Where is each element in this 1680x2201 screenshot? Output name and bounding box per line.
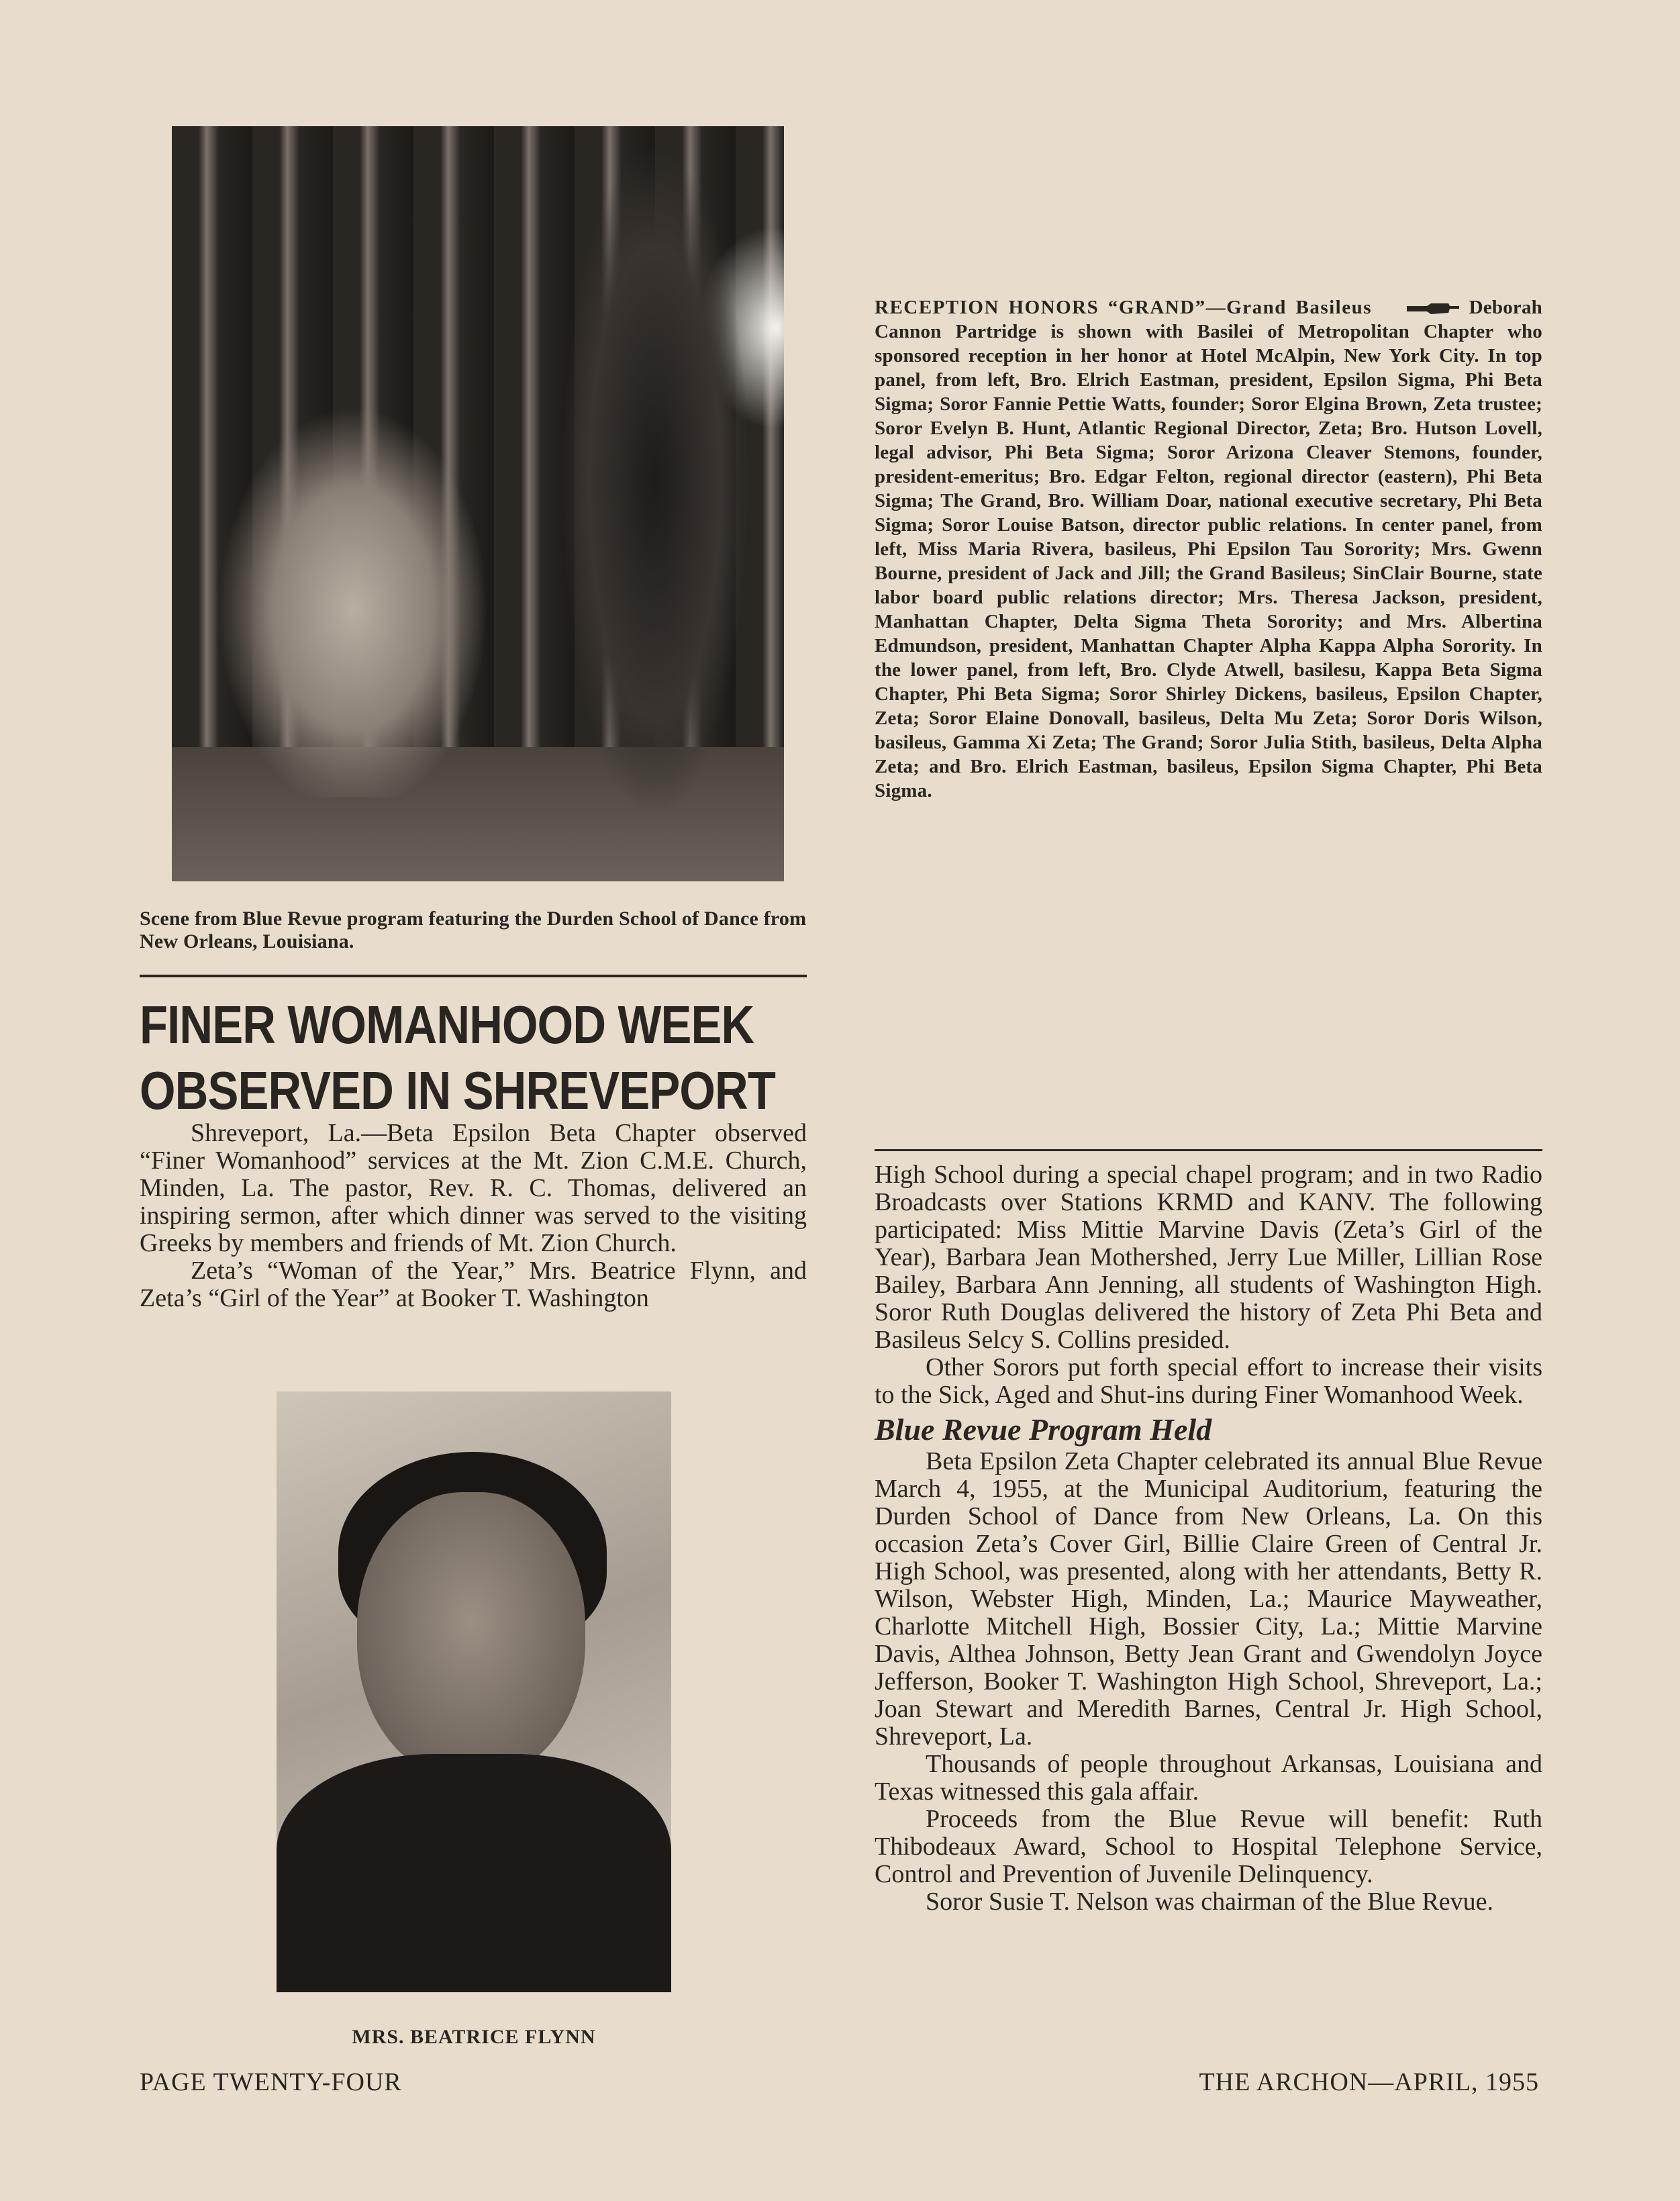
page-number: PAGE TWENTY-FOUR	[140, 2068, 402, 2096]
article-paragraph: Zeta’s “Woman of the Year,” Mrs. Beatrice Flynn, and Zeta’s “Girl of the Year” at Booker T. Washington	[140, 1257, 807, 1312]
headline-line-1: FINER WOMANHOOD WEEK	[140, 995, 754, 1055]
article-paragraph: Shreveport, La.—Beta Epsilon Beta Chapter observed “Finer Womanhood” services at the Mt. Zion C.M.E. Church, Minden, La. The pastor, Rev. R. C. Thomas, delivered an inspiring sermon, after which dinner was served to the visiting Greeks by members and friends of Mt. Zion Church.	[140, 1119, 807, 1257]
revue-photo-caption: Scene from Blue Revue program featuring the Durden School of Dance from New Orleans, Louisiana.	[140, 908, 807, 952]
beatrice-flynn-portrait	[277, 1391, 671, 1992]
article-left-column	[140, 1120, 807, 1312]
article-right-column	[875, 1161, 1542, 1916]
section-divider-left	[140, 975, 807, 977]
article-paragraph: Beta Epsilon Zeta Chapter celebrated its annual Blue Revue March 4, 1955, at the Municipal Auditorium, featuring the Durden School of Dance from New Orleans, La. On this occasion Zeta’s Cover Girl, Billie Claire Green of Central Jr. High School, was presented, along with her attendants, Betty R. Wilson, Webster High, Minden, La.; Maurice Mayweather, Charlotte Mitchell High, Bossier City, La.; Mittie Marvine Davis, Althea Johnson, Betty Jean Grant and Gwendolyn Joyce Jefferson, Booker T. Washington High School, Shreveport, La.; Joan Stewart and Meredith Barnes, Central Jr. High School, Shreveport, La.	[875, 1447, 1542, 1751]
portrait-face	[357, 1492, 585, 1781]
reception-caption-text: Deborah Cannon Partridge is shown with Basilei of Metropolitan Chapter who sponsored reception in her honor at Hotel McAlpin, New York City. In top panel, from left, Bro. Elrich Eastman, president, Epsilon Sigma, Phi Beta Sigma; Soror Fannie Pettie Watts, founder; Soror Elgina Brown, Zeta trustee; Soror Evelyn B. Hunt, Atlantic Regional Director, Zeta; Bro. Hutson Lovell, legal advisor, Phi Beta Sigma; Soror Arizona Cleaver Stemons, founder, president-emeritus; Bro. Edgar Felton, regional director (eastern), Phi Beta Sigma; The Grand, Bro. William Doar, national executive secretary, Phi Beta Sigma; Soror Louise Batson, director public relations. In center panel, from left, Miss Maria Rivera, basileus, Phi Epsilon Tau Sorority; Mrs. Gwenn Bourne, president of Jack and Jill; the Grand Basileus; SinClair Bourne, state labor board public relations director; Mrs. Theresa Jackson, president, Manhattan Chapter, Delta Sigma Theta Sorority; and Mrs. Albertina Edmundson, president, Manhattan Chapter Alpha Kappa Alpha Sorority. In the lower panel, from left, Bro. Clyde Atwell, basilesu, Kappa Beta Sigma Chapter, Phi Beta Sigma; Soror Shirley Dickens, basileus, Epsilon Chapter, Zeta; Soror Elaine Donovall, basileus, Delta Mu Zeta; Soror Doris Wilson, basileus, Gamma Xi Zeta; The Grand; Soror Julia Stith, basileus, Delta Alpha Zeta; and Bro. Elrich Eastman, basileus, Epsilon Sigma Chapter, Phi Beta Sigma.	[875, 297, 1542, 801]
article-paragraph: Soror Susie T. Nelson was chairman of the Blue Revue.	[926, 1888, 1494, 1916]
pointing-hand-icon	[1407, 300, 1461, 317]
portrait-caption: MRS. BEATRICE FLYNN	[352, 2026, 596, 2048]
blue-revue-dance-photo	[172, 126, 784, 881]
article-paragraph: Thousands of people throughout Arkansas, Louisiana and Texas witnessed this gala affair.	[875, 1750, 1542, 1806]
reception-caption-lead: RECEPTION HONORS “GRAND”—Grand Basileus	[875, 297, 1372, 318]
reception-caption	[875, 295, 1542, 803]
article-paragraph: High School during a special chapel program; and in two Radio Broadcasts over Stations KRMD and KANV. The following participated: Miss Mittie Marvine Davis (Zeta’s Girl of the Year), Barbara Jean Mothershed, Jerry Lue Miller, Lillian Rose Bailey, Barbara Ann Jenning, all students of Washington High. Soror Ruth Douglas delivered the history of Zeta Phi Beta and Basileus Selcy S. Collins presided.	[875, 1161, 1542, 1354]
article-paragraph: Other Sorors put forth special effort to increase their visits to the Sick, Aged and Shut-ins during Finer Womanhood Week.	[875, 1353, 1542, 1409]
article-paragraph: Proceeds from the Blue Revue will benefit: Ruth Thibodeaux Award, School to Hospital Telephone Service, Control and Prevention of Juvenile Delinquency.	[875, 1805, 1542, 1888]
section-divider-right	[875, 1149, 1542, 1151]
portrait-dress	[277, 1754, 671, 1992]
blue-revue-subhead: Blue Revue Program Held	[875, 1412, 1212, 1447]
headline-line-2: OBSERVED IN SHREVEPORT	[140, 1061, 776, 1120]
dancer-figure-left	[199, 274, 507, 797]
publication-issue: THE ARCHON—APRIL, 1955	[1199, 2068, 1539, 2096]
article-headline	[140, 992, 776, 1124]
dancer-figure-right	[548, 146, 762, 881]
